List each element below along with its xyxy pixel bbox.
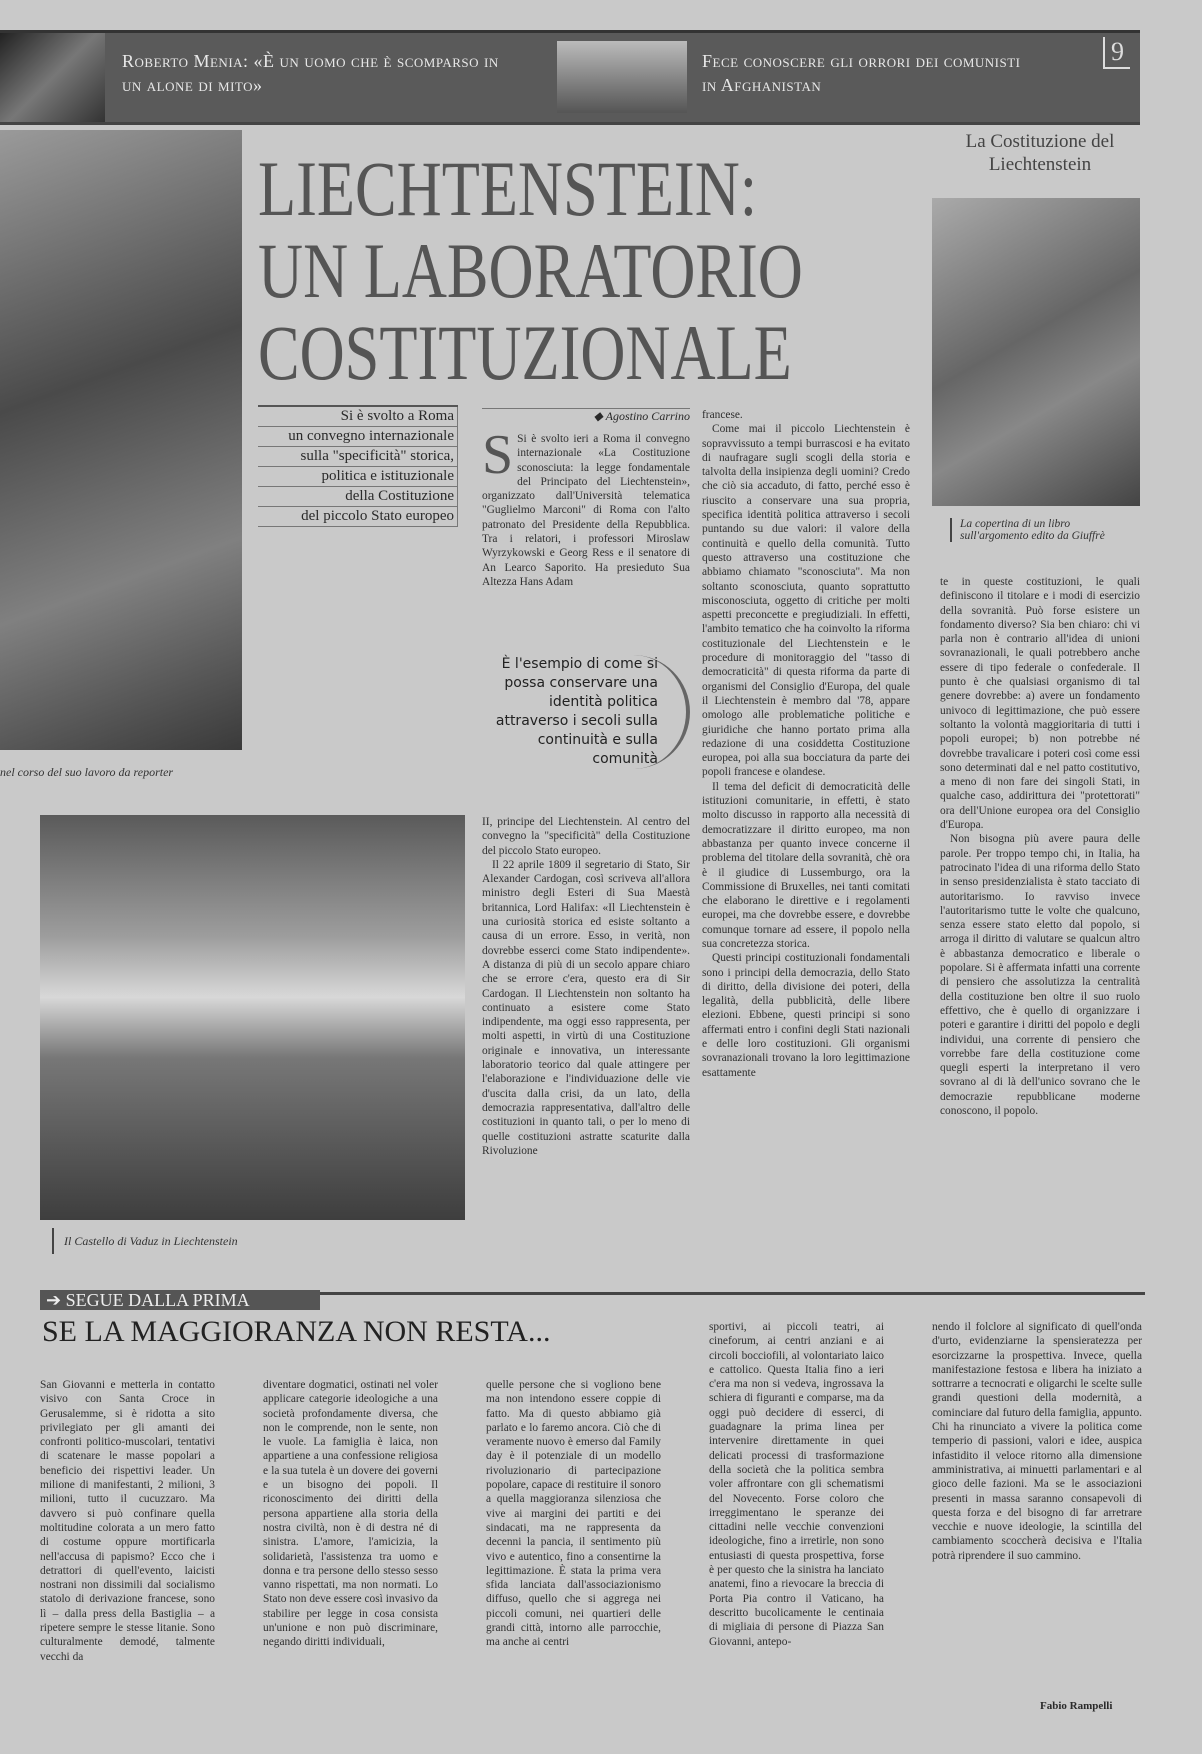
- paragraph: te in queste costituzioni, le quali definiscono il titolare e i modi di esercizio della sovranità. Può forse esistere un fondamento diverso? Sia ben chiaro: chi vi parla non è contrario all'idea di unioni sovranazionali, le quali potrebbero anche essere di tipo federale o confederale. Il punto è che qualsiasi organismo di tal genere dovrebbe: a) avere un fondamento univoco di legittimazione, che può essere soltanto la volontà maggioritaria di tutti i popoli europei; b) non potrebbe né dovrebbe travalicare i poteri così come essi sono determinati dal e nel patto costitutivo, a meno di non fare dei singoli Stati, in qualche caso, addirittura dei "protettorati" ora dell'Unione europea ora del Consiglio d'Europa.: [940, 576, 1140, 832]
- paragraph: Il tema del deficit di democraticità delle istituzioni comunitarie, in effetti, è stato molto discusso in rapporto alla necessità di democratizzare il diritto europeo, ma non abbastanza per quanto invece concerne il problema del titolare della sovranità, chè ora è il giudice di Lussemburgo, ora la Commissione di Bruxelles, nei tanti comitati che elaborano le direttive e i regolamenti europei, ma che dovrebbe essere, e dovrebbe comunque tornare ad essere, il popolo nella sua concretezza storica.: [702, 780, 910, 950]
- afghanistan-photo: [557, 41, 687, 113]
- article-column-1-bottom: [482, 815, 690, 1255]
- paragraph: Come mai il piccolo Liechtenstein è sopravvissuto a tempi burrascosi e ha evitato di naufragare sugli scogli della storia e talvolta della insipienza degli uomini? Credo che ciò sia accaduto, di fatto, perché esso è riuscito a conservare una sua propria, specifica identità politica attraverso i secoli puntando su due valori: il valore della continuità e quello della comunità. Tutto questo attraverso una costituzione che abbiamo chiamato "sconosciuta". Ma non soltanto sconosciuta, quanto soprattutto misconosciuta, oggetto di critiche per molti aspetti preconcette e pregiudiziali. In effetti, l'ambito tematico che ha coinvolto la riforma costituzionale del Liechtenstein e le procedure di monitoraggio del "tasso di democraticità" di questa riforma da parte di organismi del Consiglio d'Europa, del quale il Liechtenstein è membro dal '78, appare omologo alle problematiche politiche e giuridiche che hanno portato prima alla redazione di una cosiddetta Costituzione europea, poi alla sua bocciatura da parte dei popoli francese e olandese.: [702, 423, 910, 779]
- reporter-photo-caption: nel corso del suo lavoro da reporter: [0, 765, 174, 779]
- subhead-line: sulla "specificità" storica,: [258, 447, 458, 467]
- sidebar-title: La Costituzione del Liechtenstein: [965, 131, 1115, 175]
- paragraph: Non bisogna più avere paura delle parole. Per troppo tempo chi, in Italia, ha patrocinato l'idea di una riforma dello Stato in senso presidenzialista è stato tacciato di autoritarismo. Io ravviso invece l'autoritarismo tutte le volte che qualcuno, senza essere stato eletto dal popolo, si arroga il diritto di valutare se qualcun altro è abbastanza democratico e liberale o popolare. Si è affermata infatti una corrente di pensiero che assolutizza la centralità della costituzione ben oltre il suo ruolo effettivo, che è quello di organizzare i poteri e garantire i diritti del popolo e degli individui, una corrente di pensiero che vorrebbe fare della costituzione come quegli esperti la interpretano il vero sovrano al di là dell'unico sovrano che le democrazie repubblicane moderne conoscono, il popolo.: [940, 833, 1140, 1117]
- article-column-3: [940, 575, 1140, 1280]
- paragraph: francese.: [702, 409, 743, 421]
- second-article-column: sportivi, ai piccoli teatri, ai cineforum, ai centri anziani e ai circoli bocciofili, al volontariato laico e cattolico. Questa Italia fino a ieri c'era ma non si vedeva, ingrossava la schiera di figuranti e comparse, ma da oggi può decidere di esserci, di guadagnare la prima linea per intervenire direttamente in quei delicati processi di trasformazione della società che la politica sembra voler affrontare con gli schematismi del Novecento. Forse coloro che irreggimentano le speranze dei cittadini nelle vecchie convenzioni ideologiche, fino a irretirle, non sono entusiasti di questa prospettiva, forse è per questo che la sinistra ha lanciato anatemi, fino a rievocare la breccia di Porta Pia contro il Vaticano, ha descritto bucolicamente le centinaia di migliaia di persone di Piazza San Giovanni, antepo-: [709, 1321, 884, 1648]
- subhead-line: politica e istituzionale: [258, 467, 458, 487]
- menia-photo: [0, 33, 105, 122]
- article-column-1-top: S Si è svolto ieri a Roma il convegno internazionale «La Costituzione sconosciuta: la legge fondamentale del Principato del Liechtenstein», organizzato dall'Università telematica "Guglielmo Marconi" di Roma con l'alto patronato del Presidente della Repubblica. Tra i relatori, i professori Miroslaw Wyrzykowski e Georg Ress e il senatore di An Learco Saporito. Ha presieduto Sua Altezza Hans Adam: [482, 432, 690, 588]
- pullquote: È l'esempio di come si possa conservare una identità politica attraverso i secoli sulla continuità e sulla comunità: [480, 655, 690, 769]
- constitution-book-cover: [932, 198, 1140, 506]
- reporter-photo: [0, 130, 242, 750]
- kicker-text: SEGUE DALLA PRIMA: [65, 1290, 250, 1310]
- header-headline-right[interactable]: Fece conoscere gli orrori dei comunisti in Afghanistan: [702, 51, 1021, 95]
- page-number: 9: [1103, 37, 1130, 69]
- second-article-column: diventare dogmatici, ostinati nel voler applicare categorie ideologiche a una società profondamente diversa, che non le comprende, non le sente, non le vuole. La famiglia è laica, non appartiene a una confessione religiosa e la sua tutela è un dovere dei governi e un bisogno dei popoli. Il riconoscimento dei diritti della persona appartiene alla storia della nostra civiltà, non è di destra né di sinistra. L'amore, l'amicizia, la solidarietà, l'assistenza tra uomo e donna e tra persone dello stesso sesso vanno rispettati, ma non normati. Lo Stato non deve essere così invasivo da stabilire per legge in cosa consista un'unione e non può discriminare, negando diritti individuali,: [263, 1379, 438, 1649]
- subhead-line: un convegno internazionale: [258, 427, 458, 447]
- paragraph: II, principe del Liechtenstein. Al centro del convegno la "specificità" della Costituzione del piccolo Stato europeo.: [482, 816, 690, 857]
- second-article-column: San Giovanni e metterla in contatto visivo con Santa Croce in Gerusalemme, si è ridotta a sito privilegiato per gli amanti dei confronti politico-muscolari, tentativi di scatenare le masse popolari a beneficio dei rispettivi leader. Un milione di manifestanti, 2 milioni, 3 milioni, tutto il cucuzzaro. Ma davvero si può confinare quella moltitudine colorata a un mero fatto di costume oppure mortificarla nell'accusa di papismo? Ecco che i detrattori di quell'evento, laicisti nostrani non dissimili dal socialismo statolo di derivazione francese, sono lì – dalla press della Bastiglia – a ripetere sempre le stesse litanie. Sono culturalmente demodé, talmente vecchi da: [40, 1379, 215, 1663]
- second-article-column: quelle persone che si vogliono bene ma non intendono essere coppie di fatto. Ma di questo abbiamo già parlato e lo faremo ancora. Ciò che di veramente nuovo è emerso dal Family day è il potenziale di un modello rivoluzionario di partecipazione popolare, capace di restituire il sonoro a quella maggioranza silenziosa che vive ai margini dei partiti e dei sindacati, ma ne rappresenta da decenni la pancia, il sentimento più vivo e autentico, fino a consentirne la legittimazione. È stata la prima vera sfida lanciata dall'associazionismo diffuso, quello che si aggrega nei piccoli comuni, nei quartieri delle grandi città, intorno alle parrocchie, ma anche ai centri: [486, 1379, 661, 1649]
- second-article-title: SE LA MAGGIORANZA NON RESTA...: [42, 1315, 551, 1348]
- title-line: UN LABORATORIO: [258, 227, 803, 314]
- paragraph: Questi principi costituzionali fondamentali sono i principi della democrazia, dello Stato di diritto, della divisione dei poteri, della legalità, della pubblicità, delle libere elezioni. Ebbene, questi principi si sono affermati entro i confini degli Stati nazionali e delle loro costituzioni. Gli organismi sovranazionali trovano la loro legittimazione esattamente: [702, 952, 910, 1079]
- byline-name: Agostino Carrino: [605, 409, 690, 423]
- author-signature: Fabio Rampelli: [1040, 1700, 1113, 1712]
- article-lead-paragraph: Si è svolto ieri a Roma il convegno internazionale «La Costituzione sconosciuta: la legge fondamentale del Principato del Liechtenstein», organizzato dall'Università telematica "Guglielmo Marconi" di Roma con l'alto patronato del Presidente della Repubblica. Tra i relatori, i professori Miroslaw Wyrzykowski e Georg Ress e il senatore di An Learco Saporito. Ha presieduto Sua Altezza Hans Adam: [482, 433, 690, 588]
- subhead-line: del piccolo Stato europeo: [258, 507, 458, 527]
- article-title: [258, 145, 918, 400]
- title-line: COSTITUZIONALE: [258, 309, 792, 396]
- byline: ◆ Agostino Carrino: [482, 408, 690, 424]
- second-article-column: nendo il folclore al significato di quell'onda d'urto, evidenziarne la spensieratezza per esorcizzarne la prospettiva. Invece, quella manifestazione festosa e libera ha iniziato a sottrarre a tecnocrati e oligarchi le scelte sulle grandi questioni della modernità, a cominciare dal futuro della famiglia, appunto. Chi ha rinunciato a vivere la politica come temperio di passioni, valori e idee, auspica infastidito il veloce ritorno alla dimensione amministrativa, ai minuetti parlamentari e al gioco delle fazioni. Ma se le associazioni presenti in massa saranno consapevoli di questa forza e del bisogno di far arretrare vecchie e nuove ideologie, la scintilla del cambiamento scoccherà decisiva e l'Italia potrà riprendere il suo cammino.: [932, 1321, 1142, 1562]
- vaduz-castle-photo: [40, 815, 465, 1220]
- section-header: [0, 30, 1140, 125]
- subhead-line: Si è svolto a Roma: [258, 407, 458, 427]
- paragraph: Il 22 aprile 1809 il segretario di Stato, Sir Alexander Cardogan, così scriveva all'allora ministro degli Esteri di Sua Maestà britannica, Lord Halifax: «Il Liechtenstein è una curiosità storica ed esiste soltanto a causa di un errore. Esso, in verità, non dovrebbe esserci come Stato indipendente». A distanza di più di un secolo appare chiaro che se errore c'era, questo era di Sir Cardogan. Il Liechtenstein non soltanto ha continuato a esistere come Stato indipendente, ma oggi esso rappresenta, per molti aspetti, in virtù di una Costituzione originale e innovativa, un interessante laboratorio teorico dal quale attingere per l'elaborazione e l'individuazione delle vie d'uscita dalla crisi, da un lato, della democrazia rappresentativa, dall'altro delle costituzioni in quanto tali, o per lo meno di quelle costituzioni astratte scaturite dalla Rivoluzione: [482, 858, 690, 1157]
- sidebar-caption: La copertina di un libro sull'argomento edito da Giuffrè: [950, 518, 1140, 542]
- subhead-line: della Costituzione: [258, 487, 458, 507]
- continued-kicker: ➔ SEGUE DALLA PRIMA: [40, 1290, 320, 1310]
- article-column-2: [702, 408, 910, 1278]
- castle-caption: Il Castello di Vaduz in Liechtenstein: [52, 1228, 452, 1254]
- article-subhead: [258, 405, 458, 527]
- title-line: LIECHTENSTEIN:: [258, 145, 758, 232]
- header-headline-left[interactable]: Roberto Menia: «È un uomo che è scomparso in un alone di mito»: [122, 51, 499, 95]
